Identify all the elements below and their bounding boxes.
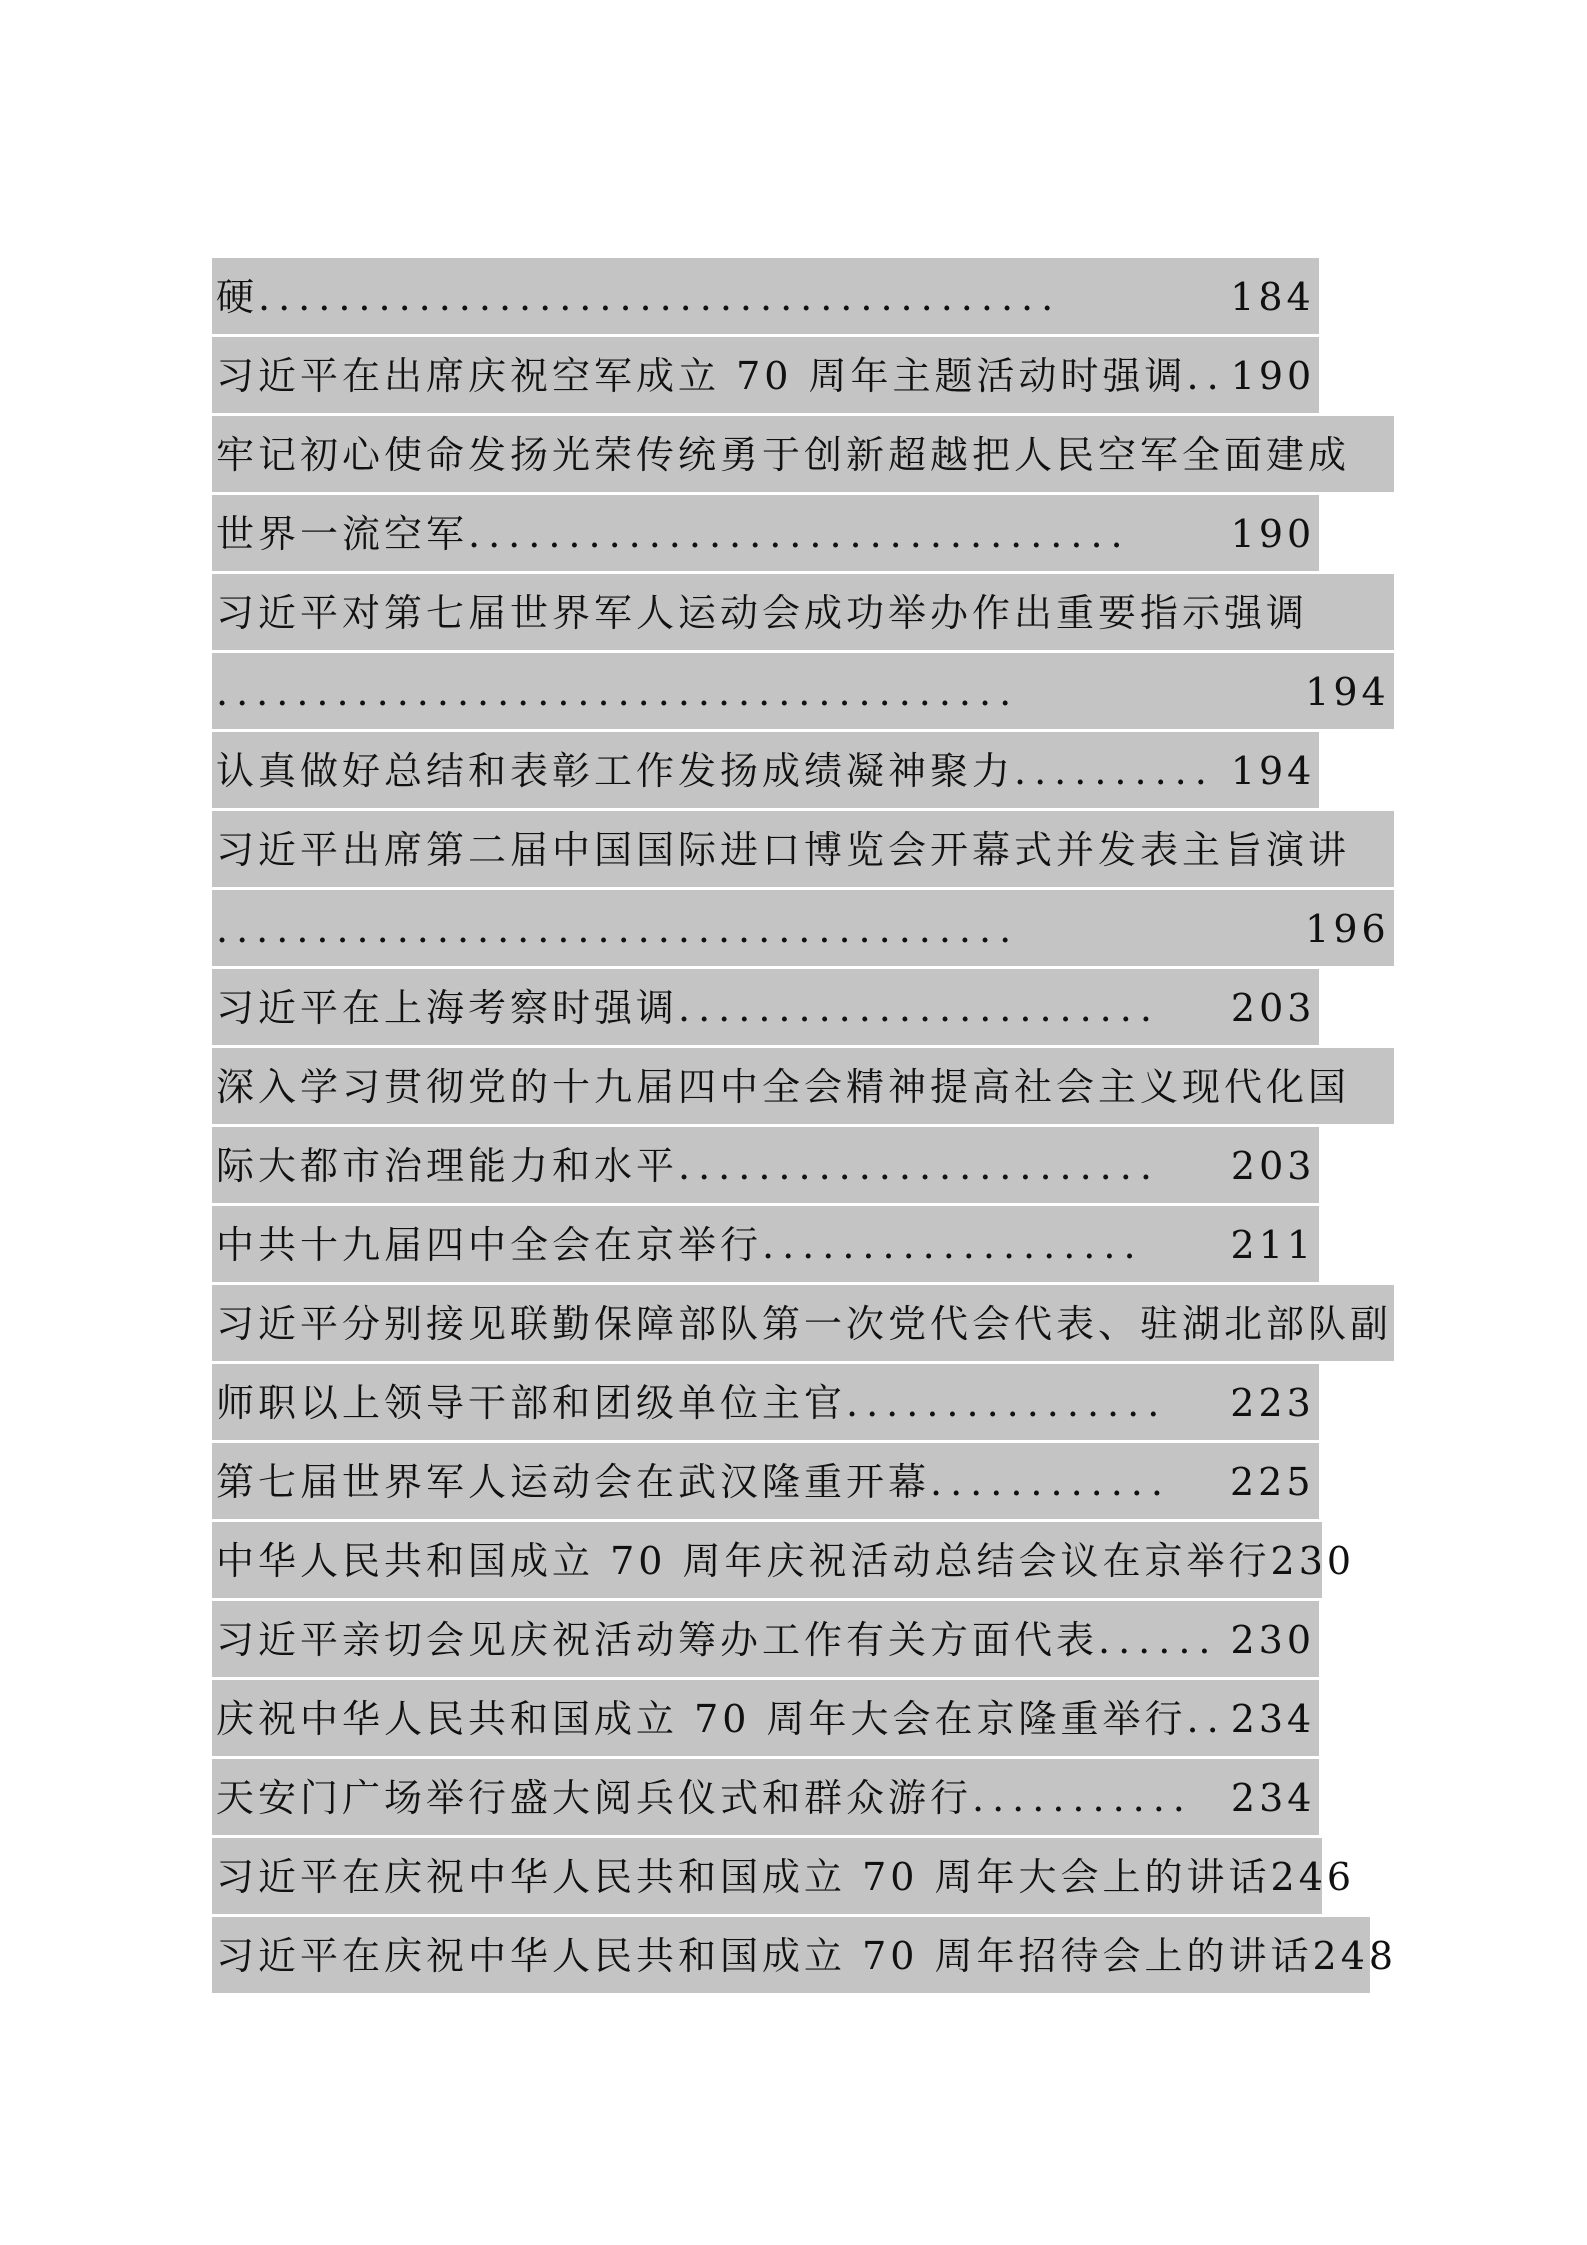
toc-title: 认真做好总结和表彰工作发扬成绩凝神聚力 <box>216 749 1015 793</box>
toc-page-number: 203 <box>1230 1144 1316 1188</box>
toc-leader-dots: ................... <box>762 1223 1144 1267</box>
toc-page-number: 211 <box>1230 1223 1316 1267</box>
toc-title: 深入学习贯彻党的十九届四中全会精神提高社会主义现代化国 <box>216 1065 1351 1109</box>
toc-line[interactable] <box>212 811 1402 890</box>
toc-line[interactable] <box>212 732 1402 811</box>
toc-entry <box>216 337 1315 415</box>
toc-page-number: 246 <box>1270 1855 1356 1899</box>
toc-page-number: 223 <box>1230 1381 1315 1425</box>
toc-line[interactable] <box>212 416 1402 495</box>
toc-entry <box>216 1127 1315 1205</box>
toc-line[interactable] <box>212 1917 1402 1996</box>
toc-entry <box>216 416 1350 494</box>
toc-entry <box>216 1680 1315 1758</box>
toc-leader-dots: ...... <box>1098 1618 1219 1662</box>
toc-leader-dots: ............ <box>930 1460 1171 1504</box>
toc-leader-dots: .......... <box>1014 749 1215 793</box>
toc-leader-dots: ........................................ <box>258 275 1062 319</box>
toc-title: 习近平在庆祝中华人民共和国成立 70 周年招待会上的讲话 <box>216 1934 1313 1978</box>
table-of-contents <box>212 258 1402 1996</box>
toc-page-number: 248 <box>1312 1934 1398 1978</box>
toc-entry <box>216 1522 1355 1600</box>
toc-line[interactable] <box>212 1206 1402 1285</box>
toc-title: 习近平对第七届世界军人运动会成功举办作出重要指示强调 <box>216 591 1309 635</box>
toc-line[interactable] <box>212 1759 1402 1838</box>
toc-line[interactable] <box>212 969 1402 1048</box>
toc-entry <box>216 1048 1350 1126</box>
toc-title: 第七届世界军人运动会在武汉隆重开幕 <box>216 1460 931 1504</box>
toc-title: 世界一流空军 <box>216 512 469 556</box>
toc-entry <box>216 653 1390 731</box>
toc-line[interactable] <box>212 258 1402 337</box>
toc-leader-dots: ........................ <box>678 1144 1160 1188</box>
toc-leader-dots: ........................................ <box>216 907 1020 951</box>
toc-page-number: 190 <box>1230 354 1316 398</box>
toc-leader-dots: ................................. <box>468 512 1131 556</box>
toc-entry <box>216 574 1308 652</box>
toc-title: 习近平在出席庆祝空军成立 70 周年主题活动时强调 <box>216 354 1187 398</box>
toc-leader-dots: ................ <box>846 1381 1168 1425</box>
toc-line[interactable] <box>212 1601 1402 1680</box>
toc-line[interactable] <box>212 1048 1402 1127</box>
toc-title: 习近平在庆祝中华人民共和国成立 70 周年大会上的讲话 <box>216 1855 1271 1899</box>
toc-entry <box>216 1364 1315 1442</box>
toc-line[interactable] <box>212 1838 1402 1917</box>
toc-entry <box>216 969 1315 1047</box>
toc-page-number: 225 <box>1229 1460 1315 1504</box>
toc-title: 中华人民共和国成立 70 周年庆祝活动总结会议在京举行 <box>216 1539 1271 1583</box>
toc-line[interactable] <box>212 1127 1402 1206</box>
toc-line[interactable] <box>212 1285 1402 1364</box>
toc-title: 际大都市治理能力和水平 <box>216 1144 679 1188</box>
toc-entry <box>216 890 1390 968</box>
toc-page-number: 194 <box>1230 749 1316 793</box>
toc-entry <box>216 258 1315 336</box>
toc-entry <box>216 732 1315 810</box>
toc-title: 天安门广场举行盛大阅兵仪式和群众游行 <box>216 1776 973 1820</box>
toc-entry <box>216 1601 1315 1679</box>
toc-leader-dots: ........................................ <box>216 670 1020 714</box>
toc-line[interactable] <box>212 1522 1402 1601</box>
toc-title: 习近平在上海考察时强调 <box>216 986 679 1030</box>
toc-page-number: 234 <box>1230 1697 1316 1741</box>
toc-line[interactable] <box>212 495 1402 574</box>
toc-entry <box>216 1443 1315 1521</box>
toc-title: 牢记初心使命发扬光荣传统勇于创新超越把人民空军全面建成 <box>216 433 1351 477</box>
toc-entry <box>216 495 1315 573</box>
toc-line[interactable] <box>212 1443 1402 1522</box>
toc-entry <box>216 1206 1315 1284</box>
toc-line[interactable] <box>212 1680 1402 1759</box>
toc-title: 庆祝中华人民共和国成立 70 周年大会在京隆重举行 <box>216 1697 1187 1741</box>
toc-line[interactable] <box>212 653 1402 732</box>
toc-entry <box>216 1285 1392 1363</box>
toc-title: 习近平出席第二届中国国际进口博览会开幕式并发表主旨演讲 <box>216 828 1351 872</box>
toc-page-number: 203 <box>1230 986 1316 1030</box>
toc-page-number: 230 <box>1270 1539 1356 1583</box>
toc-entry <box>216 1838 1355 1916</box>
toc-line[interactable] <box>212 337 1402 416</box>
toc-title: 中共十九届四中全会在京举行 <box>216 1223 763 1267</box>
toc-title: 硬 <box>216 275 259 319</box>
toc-page-number: 196 <box>1305 907 1390 951</box>
toc-leader-dots: .. <box>1186 354 1227 398</box>
toc-page-number: 230 <box>1230 1618 1316 1662</box>
toc-entry <box>216 811 1350 889</box>
toc-page-number: 234 <box>1230 1776 1316 1820</box>
toc-leader-dots: .. <box>1186 1697 1227 1741</box>
toc-page-number: 194 <box>1305 670 1390 714</box>
toc-title: 师职以上领导干部和团级单位主官 <box>216 1381 847 1425</box>
toc-leader-dots: ........................ <box>678 986 1160 1030</box>
toc-title: 习近平分别接见联勤保障部队第一次党代会代表、驻湖北部队副 <box>216 1302 1393 1346</box>
toc-line[interactable] <box>212 1364 1402 1443</box>
toc-leader-dots: ........... <box>972 1776 1193 1820</box>
toc-entry <box>216 1759 1315 1837</box>
toc-page-number: 184 <box>1230 275 1315 319</box>
toc-entry <box>216 1917 1397 1995</box>
toc-page-number: 190 <box>1230 512 1316 556</box>
toc-line[interactable] <box>212 574 1402 653</box>
toc-line[interactable] <box>212 890 1402 969</box>
toc-title: 习近平亲切会见庆祝活动筹办工作有关方面代表 <box>216 1618 1099 1662</box>
